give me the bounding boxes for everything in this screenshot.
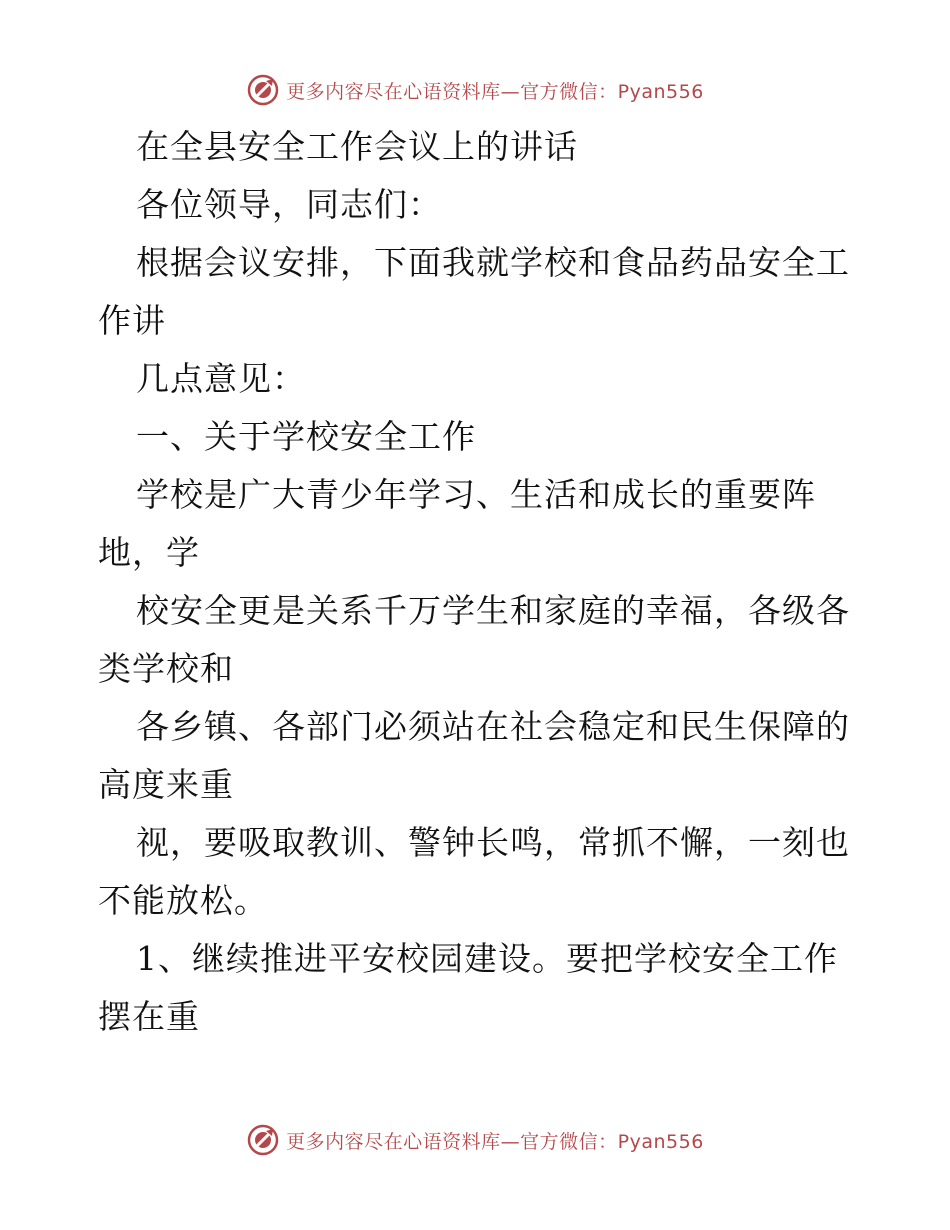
paragraph-line: 根据会议安排，下面我就学校和食品药品安全工 [136,243,850,282]
pen-logo-icon [246,73,280,107]
body-paragraph [98,698,858,814]
watermark-header [0,70,950,110]
paragraph-line: 各位领导，同志们： [136,185,442,224]
paragraph-line: 类学校和 [98,649,234,688]
body-paragraph [98,582,858,698]
salutation-paragraph [98,176,858,234]
watermark-text: 更多内容尽在心语资料库—官方微信：Pyan556 [286,80,704,103]
paragraph-line: 高度来重 [98,765,234,804]
body-paragraph [98,814,858,930]
paragraph-line: 几点意见： [136,359,306,398]
paragraph-line: 摆在重 [98,997,200,1036]
paragraph-line: 各乡镇、各部门必须站在社会稳定和民生保障的 [136,707,850,746]
pen-logo-icon [246,1123,280,1157]
paragraph-line: 1、继续推进平安校园建设。要把学校安全工作 [136,939,838,978]
title-paragraph [98,118,858,176]
watermark-footer [0,1120,950,1160]
body-paragraph [98,930,858,1046]
paragraph-line: 在全县安全工作会议上的讲话 [136,127,578,166]
paragraph-line: 不能放松。 [98,881,268,920]
body-paragraph [98,466,858,582]
document-body [98,118,858,1046]
body-paragraph [98,234,858,350]
paragraph-line: 地，学 [98,533,200,572]
paragraph-line: 作讲 [98,301,166,340]
watermark-text: 更多内容尽在心语资料库—官方微信：Pyan556 [286,1130,704,1153]
paragraph-line: 校安全更是关系千万学生和家庭的幸福，各级各 [136,591,850,630]
section-heading [98,408,858,466]
paragraph-line: 一、关于学校安全工作 [136,417,476,456]
body-paragraph [98,350,858,408]
paragraph-line: 视，要吸取教训、警钟长鸣，常抓不懈，一刻也 [136,823,850,862]
paragraph-line: 学校是广大青少年学习、生活和成长的重要阵 [136,475,816,514]
